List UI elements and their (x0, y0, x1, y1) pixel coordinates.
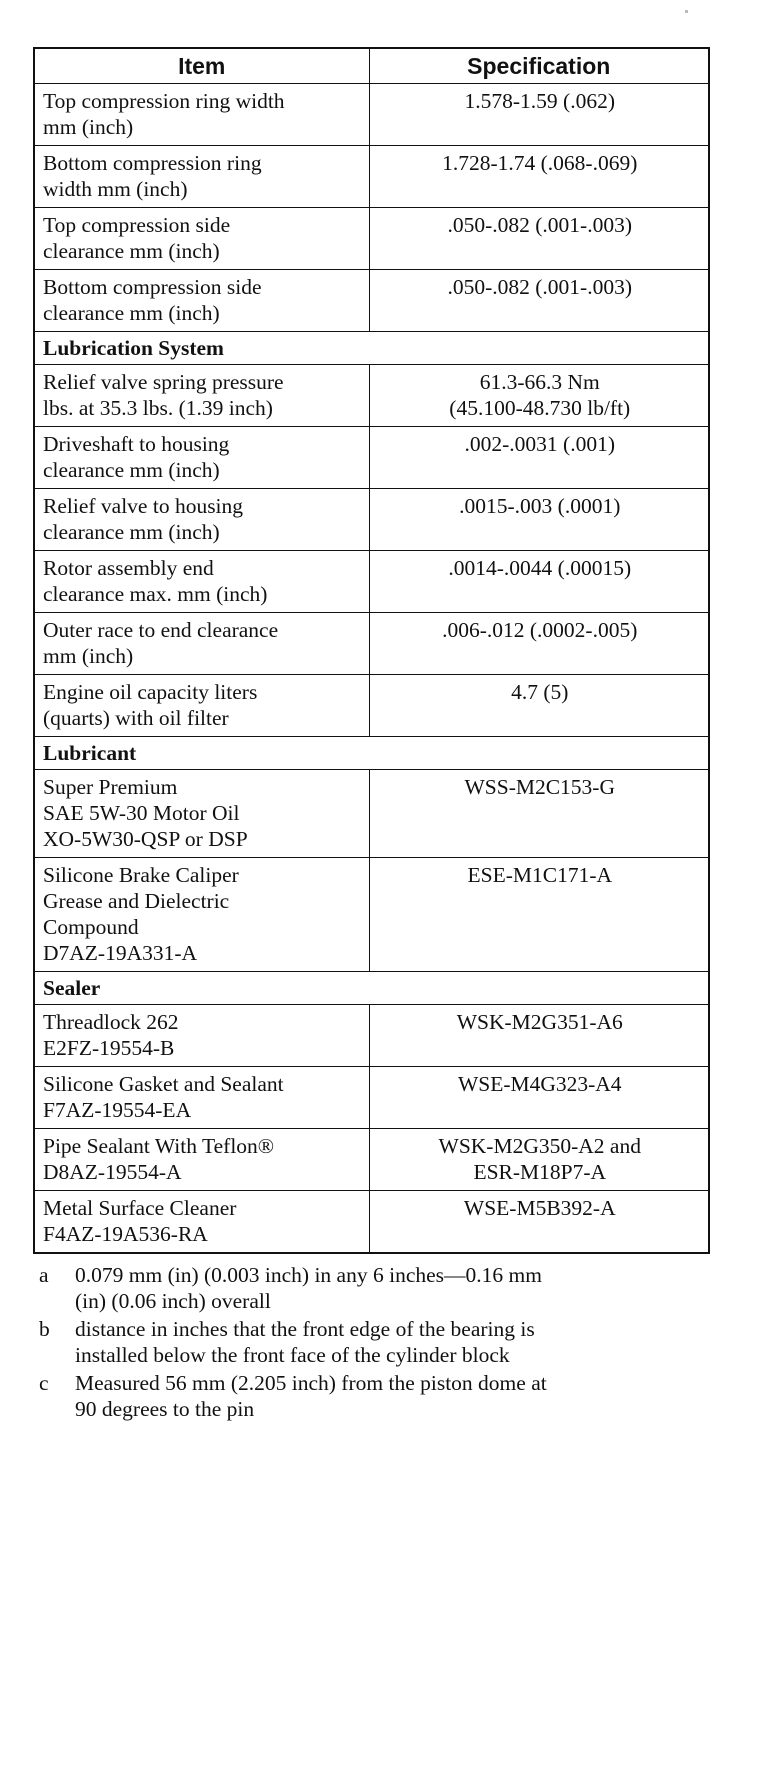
specification-cell (369, 675, 709, 737)
footnote-text-line: 90 degrees to the pin (75, 1397, 255, 1421)
item-text-line: D7AZ-19A331-A (43, 941, 198, 965)
specification-text-line: .050-.082 (.001-.003) (447, 213, 632, 237)
specification-text-line: (45.100-48.730 lb/ft) (449, 396, 631, 420)
table-row (34, 146, 709, 208)
footnote (33, 1370, 708, 1422)
specification-text-line: WSS-M2C153-G (464, 775, 615, 799)
item-text-line: Silicone Gasket and Sealant (43, 1072, 284, 1096)
table-row (34, 1129, 709, 1191)
table-row (34, 770, 709, 858)
specification-cell (369, 858, 709, 972)
specification-text-line: .0015-.003 (.0001) (459, 494, 621, 518)
item-text-line: lbs. at 35.3 lbs. (1.39 inch) (43, 396, 273, 420)
specification-cell (369, 613, 709, 675)
specification-text-line: .006-.012 (.0002-.005) (442, 618, 638, 642)
spec-page (33, 47, 708, 1424)
item-text-line: Threadlock 262 (43, 1010, 179, 1034)
item-column-header: Item (34, 48, 369, 84)
item-text-line: Silicone Brake Caliper (43, 863, 239, 887)
table-row (34, 270, 709, 332)
table-row (34, 675, 709, 737)
footnote (33, 1316, 708, 1368)
table-row (34, 84, 709, 146)
specification-text-line: WSK-M2G351-A6 (456, 1010, 623, 1034)
item-text-line: clearance mm (inch) (43, 301, 220, 325)
item-cell (34, 858, 369, 972)
table-row (34, 1067, 709, 1129)
footnote-marker: c (39, 1371, 49, 1395)
scan-mark (685, 10, 688, 13)
specification-cell (369, 208, 709, 270)
specification-column-header: Specification (369, 48, 709, 84)
footnote-text-line: distance in inches that the front edge of the bearing is (75, 1317, 535, 1341)
item-text-line: clearance mm (inch) (43, 520, 220, 544)
item-cell (34, 1005, 369, 1067)
table-row (34, 427, 709, 489)
table-row (34, 858, 709, 972)
specification-cell (369, 1067, 709, 1129)
footnote-text-line: Measured 56 mm (2.205 inch) from the piston dome at (75, 1371, 547, 1395)
specification-table-body (34, 84, 709, 1254)
item-cell (34, 427, 369, 489)
item-text-line: Bottom compression side (43, 275, 262, 299)
specification-text-line: .0014-.0044 (.00015) (448, 556, 632, 580)
item-text-line: Engine oil capacity liters (43, 680, 258, 704)
specification-cell (369, 489, 709, 551)
footnote-text (75, 1370, 708, 1422)
item-text-line: (quarts) with oil filter (43, 706, 229, 730)
item-cell (34, 146, 369, 208)
table-row (34, 551, 709, 613)
table-row (34, 613, 709, 675)
specification-table (33, 47, 710, 1254)
item-text-line: Driveshaft to housing (43, 432, 230, 456)
table-row (34, 1191, 709, 1254)
item-text-line: Relief valve to housing (43, 494, 244, 518)
specification-text-line: WSE-M5B392-A (463, 1196, 616, 1220)
specification-text-line: .050-.082 (.001-.003) (447, 275, 632, 299)
item-text-line: Rotor assembly end (43, 556, 214, 580)
specification-text-line: ESR-M18P7-A (473, 1160, 607, 1184)
item-cell (34, 613, 369, 675)
item-text-line: Bottom compression ring (43, 151, 262, 175)
specification-text-line: WSK-M2G350-A2 and (438, 1134, 641, 1158)
specification-text-line: 1.578-1.59 (.062) (464, 89, 615, 113)
item-cell (34, 1129, 369, 1191)
item-text-line: Grease and Dielectric (43, 889, 230, 913)
footnote-marker: a (39, 1263, 49, 1287)
item-cell (34, 551, 369, 613)
specification-text-line: WSE-M4G323-A4 (457, 1072, 622, 1096)
item-text-line: Super Premium (43, 775, 178, 799)
table-row (34, 208, 709, 270)
item-text-line: mm (inch) (43, 115, 134, 139)
specification-cell (369, 270, 709, 332)
footnote-text (75, 1262, 708, 1314)
item-cell (34, 675, 369, 737)
item-text-line: Metal Surface Cleaner (43, 1196, 237, 1220)
specification-cell (369, 1129, 709, 1191)
item-text-line: width mm (inch) (43, 177, 188, 201)
item-text-line: Compound (43, 915, 139, 939)
specification-cell (369, 770, 709, 858)
item-text-line: Relief valve spring pressure (43, 370, 284, 394)
footnote (33, 1262, 708, 1314)
table-header-row (34, 48, 709, 84)
footnote-text (75, 1316, 708, 1368)
item-text-line: Pipe Sealant With Teflon® (43, 1134, 275, 1158)
item-text-line: F7AZ-19554-EA (43, 1098, 192, 1122)
item-text-line: XO-5W30-QSP or DSP (43, 827, 248, 851)
section-heading: Sealer (34, 972, 709, 1005)
table-row (34, 365, 709, 427)
specification-cell (369, 365, 709, 427)
item-cell (34, 489, 369, 551)
footnote-marker: b (39, 1317, 50, 1341)
specification-text-line: 4.7 (5) (511, 680, 569, 704)
section-row (34, 332, 709, 365)
item-text-line: D8AZ-19554-A (43, 1160, 182, 1184)
footnote-text-line: 0.079 mm (in) (0.003 inch) in any 6 inches—0.16 mm (75, 1263, 542, 1287)
item-text-line: clearance mm (inch) (43, 458, 220, 482)
item-text-line: mm (inch) (43, 644, 134, 668)
item-cell (34, 770, 369, 858)
section-heading: Lubricant (34, 737, 709, 770)
item-cell (34, 1191, 369, 1254)
specification-cell (369, 84, 709, 146)
specification-text-line: ESE-M1C171-A (467, 863, 613, 887)
section-row (34, 737, 709, 770)
specification-text-line: 61.3-66.3 Nm (479, 370, 600, 394)
item-text-line: SAE 5W-30 Motor Oil (43, 801, 240, 825)
item-cell (34, 365, 369, 427)
item-text-line: clearance max. mm (inch) (43, 582, 268, 606)
item-text-line: E2FZ-19554-B (43, 1036, 175, 1060)
item-text-line: Top compression side (43, 213, 231, 237)
specification-cell (369, 427, 709, 489)
specification-cell (369, 1005, 709, 1067)
specification-text-line: .002-.0031 (.001) (464, 432, 615, 456)
item-text-line: Top compression ring width (43, 89, 285, 113)
specification-text-line: 1.728-1.74 (.068-.069) (442, 151, 638, 175)
item-text-line: clearance mm (inch) (43, 239, 220, 263)
table-row (34, 489, 709, 551)
section-heading: Lubrication System (34, 332, 709, 365)
item-cell (34, 1067, 369, 1129)
footnote-text-line: (in) (0.06 inch) overall (75, 1289, 271, 1313)
footnotes (33, 1262, 708, 1422)
section-row (34, 972, 709, 1005)
specification-cell (369, 146, 709, 208)
item-cell (34, 84, 369, 146)
item-text-line: Outer race to end clearance (43, 618, 279, 642)
item-cell (34, 208, 369, 270)
table-row (34, 1005, 709, 1067)
specification-cell (369, 551, 709, 613)
footnote-text-line: installed below the front face of the cylinder block (75, 1343, 510, 1367)
specification-cell (369, 1191, 709, 1254)
item-cell (34, 270, 369, 332)
item-text-line: F4AZ-19A536-RA (43, 1222, 208, 1246)
